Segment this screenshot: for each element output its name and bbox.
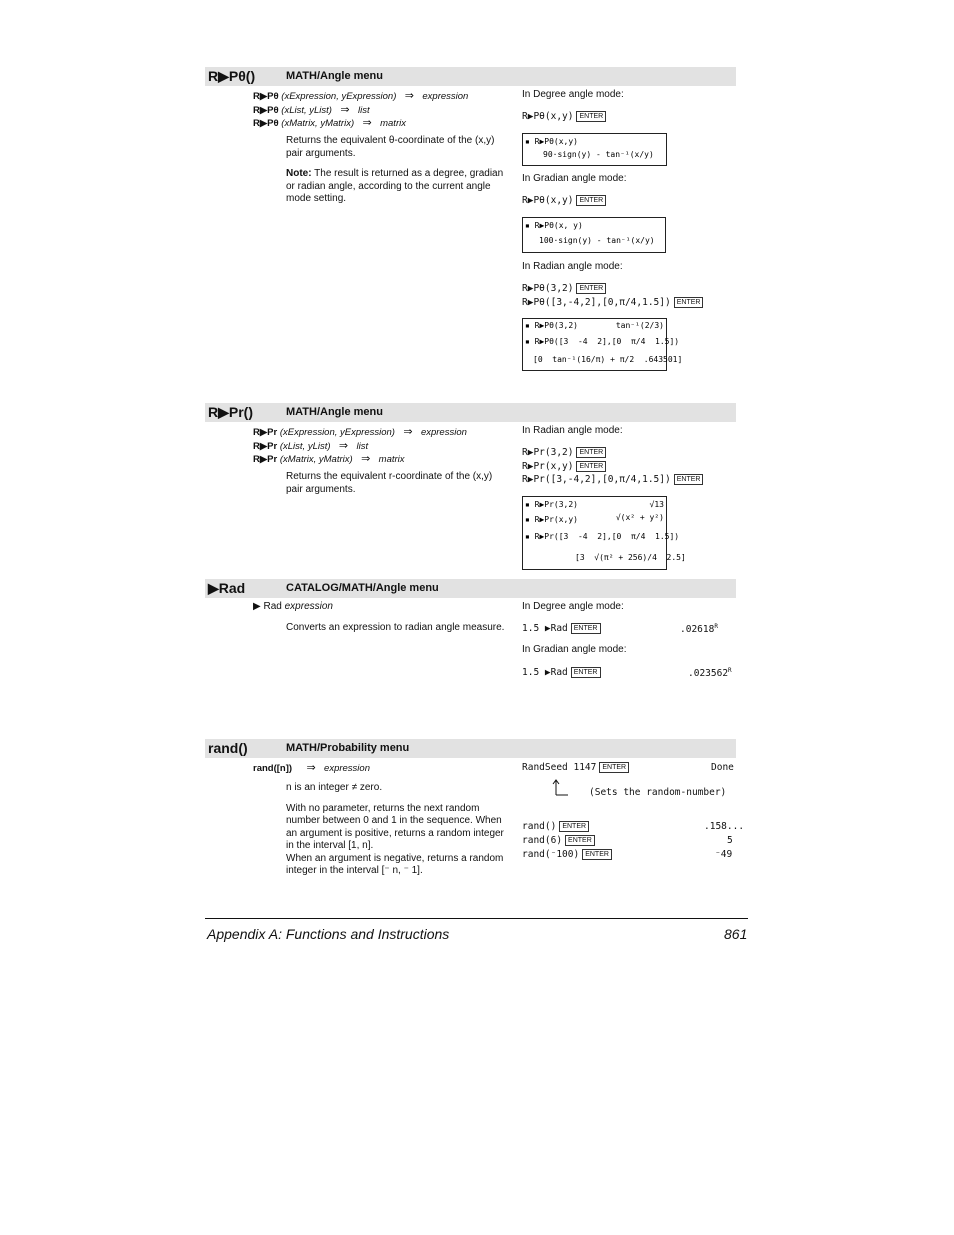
example-label: In Gradian angle mode: bbox=[522, 173, 627, 184]
desc-text: n is an integer ≠ zero. bbox=[286, 782, 383, 793]
example-cmd: R▶Pθ([3,-4,2],[0,π/4,1.5]) ENTER bbox=[522, 297, 734, 308]
footer-rule bbox=[205, 918, 748, 919]
example-cmd: R▶Pθ(x,y) ENTER bbox=[522, 111, 734, 122]
description bbox=[286, 135, 511, 214]
syntax-line: R▶Pr (xMatrix, yMatrix) ⇒ matrix bbox=[253, 453, 405, 465]
section-header-rand bbox=[205, 739, 736, 758]
syntax-line: R▶Pθ (xExpression, yExpression) ⇒ expression bbox=[253, 90, 469, 102]
example-cmd: rand(6) ENTER bbox=[522, 835, 734, 846]
section-menu: MATH/Probability menu bbox=[286, 742, 410, 754]
syntax-line: R▶Pr (xExpression, yExpression) ⇒ expression bbox=[253, 426, 467, 438]
example-result: $.023562^R$ bbox=[688, 667, 732, 680]
pointer-arrow-icon bbox=[550, 777, 570, 797]
example-label: In Degree angle mode: bbox=[522, 89, 624, 100]
example-label: In Radian angle mode: bbox=[522, 261, 623, 272]
section-header-rpr bbox=[205, 403, 736, 422]
calc-screen: ▪ R▶Pr(3,2) √13 ▪ R▶Pr(x,y) √(x² + y²) ▪ R▶Pr([3 -4 2],[0 π/4 1.5]) [3 √(π² + 256)/4 2.5] bbox=[522, 496, 667, 570]
example-cmd: R▶Pr(x,y) ENTER bbox=[522, 461, 734, 472]
example-result: $.02618^R$ bbox=[680, 623, 718, 636]
section-menu: MATH/Angle menu bbox=[286, 406, 383, 418]
example-cmd: R▶Pr([3,-4,2],[0,π/4,1.5]) ENTER bbox=[522, 474, 734, 485]
section-title: R▶Pr() bbox=[208, 404, 253, 420]
syntax-block: ▶ Rad expression bbox=[253, 601, 333, 612]
calc-screen: ▪ R▶Pθ(3,2) tan⁻¹(2/3) ▪ R▶Pθ([3 -4 2],[0 π/4 1.5]) [0 tan⁻¹(16/π) + π/2 .643501] bbox=[522, 318, 667, 371]
example-result: 5 bbox=[727, 835, 733, 846]
description bbox=[286, 782, 511, 886]
page-number: 861 bbox=[724, 926, 748, 942]
example-note: (Sets the random-number) bbox=[589, 787, 727, 798]
desc-text: Converts an expression to radian angle measure. bbox=[286, 622, 505, 633]
example-cmd: rand() ENTER bbox=[522, 821, 734, 832]
section-header-rptheta bbox=[205, 67, 736, 86]
syntax-block: rand([n]) ⇒ expression bbox=[253, 762, 370, 774]
calc-screen: ▪ R▶Pθ(x,y) 90·sign(y) - tan⁻¹(x/y) bbox=[522, 133, 667, 166]
example-label: In Radian angle mode: bbox=[522, 425, 623, 436]
desc-text: Returns the equivalent θ-coordinate of the (x,y) pair arguments. bbox=[286, 135, 495, 159]
description bbox=[286, 622, 511, 643]
example-cmd: RandSeed 1147 ENTER bbox=[522, 762, 734, 773]
syntax-line: R▶Pθ (xMatrix, yMatrix) ⇒ matrix bbox=[253, 117, 406, 129]
syntax-line: R▶Pr (xList, yList) ⇒ list bbox=[253, 439, 369, 452]
calc-screen: ▪ R▶Pθ(x, y) 100·sign(y) - tan⁻¹(x/y) bbox=[522, 217, 666, 253]
section-menu: MATH/Angle menu bbox=[286, 70, 383, 82]
example-cmd: R▶Pθ(x,y) ENTER bbox=[522, 195, 734, 206]
example-label: In Degree angle mode: bbox=[522, 601, 624, 612]
example-cmd: rand(⁻100) ENTER bbox=[522, 849, 734, 860]
example-cmd: 1.5 ▶Rad ENTER bbox=[522, 623, 734, 634]
example-result: .158... bbox=[704, 821, 745, 832]
example-cmd: 1.5 ▶Rad ENTER bbox=[522, 667, 734, 678]
example-result: ⁻49 bbox=[715, 849, 733, 860]
section-title: R▶Pθ() bbox=[208, 68, 256, 84]
syntax-block bbox=[253, 426, 467, 467]
section-title: rand() bbox=[208, 740, 248, 756]
note-text: Note: The result is returned as a degree, gradian or radian angle, according to the current angle mode setting. bbox=[286, 168, 504, 204]
desc-text: With no parameter, returns the next random number between 0 and 1 in the sequence. When an argument is positive, returns a random integer in the interval [1, n]. bbox=[286, 802, 504, 851]
example-label: In Gradian angle mode: bbox=[522, 644, 627, 655]
footer-title: Appendix A: Functions and Instructions bbox=[207, 926, 450, 942]
example-result: Done bbox=[711, 762, 734, 773]
section-menu: CATALOG/MATH/Angle menu bbox=[286, 582, 439, 594]
desc-text: When an argument is negative, returns a random integer in the interval [⁻ n, ⁻ 1]. bbox=[286, 852, 504, 876]
example-cmd: R▶Pr(3,2) ENTER bbox=[522, 447, 734, 458]
section-header-rad bbox=[205, 579, 736, 598]
desc-text: Returns the equivalent r-coordinate of the (x,y) pair arguments. bbox=[286, 471, 493, 495]
section-title: ▶Rad bbox=[208, 580, 246, 596]
syntax-line: R▶Pθ (xList, yList) ⇒ list bbox=[253, 103, 370, 116]
syntax-block bbox=[253, 90, 468, 131]
description bbox=[286, 471, 511, 504]
example-cmd: R▶Pθ(3,2) ENTER bbox=[522, 283, 734, 294]
